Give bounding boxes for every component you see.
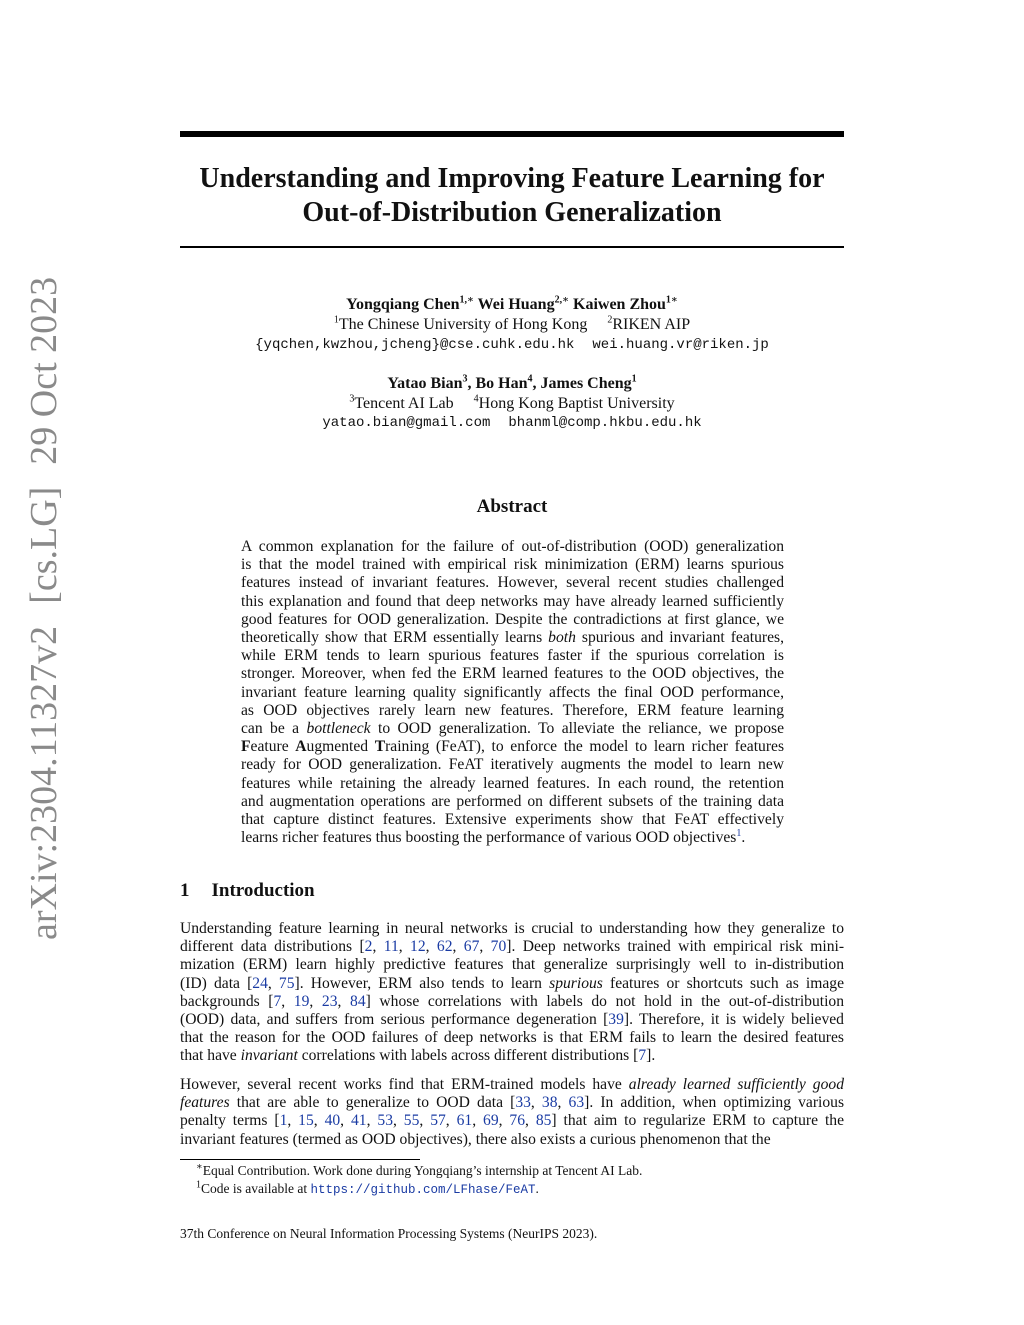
- affiliation-line-2: [180, 394, 844, 414]
- text-line: this explanation and found that deep networks may have already learned sufficiently: [241, 592, 784, 610]
- text-line: ready for OOD generalization. FeAT iteratively augments the model to learn new: [241, 756, 784, 774]
- author-name: James Cheng: [540, 375, 632, 392]
- text-line: features that are able to generalize to OOD data [33, 38, 63]. In addition, when optimizing various: [180, 1094, 845, 1112]
- text-line: penalty terms [1, 15, 40, 41, 53, 55, 57, 61, 69, 76, 85] that aim to regularize ERM to capture the: [180, 1112, 844, 1130]
- text-line: stronger. Moreover, when fed the ERM learned features to the OOD objectives, the: [241, 665, 784, 683]
- venue-footer: 37th Conference on Neural Information Processing Systems (NeurIPS 2023).: [180, 1226, 598, 1241]
- text-line: different data distributions [2, 11, 12, 62, 67, 70]. Deep networks trained with empirical risk mini-: [180, 938, 845, 956]
- text-line: Feature Augmented Training (FeAT), to enforce the model to learn richer features: [241, 738, 785, 756]
- text-line: features while retaining the already learned features. In each round, the retention: [241, 774, 784, 792]
- text-line: backgrounds [7, 19, 23, 84] whose correlations with labels do not hold in the out-of-distribution: [180, 992, 845, 1010]
- text-line: However, several recent works find that ERM-trained models have already learned sufficiently good: [180, 1076, 844, 1093]
- code-link[interactable]: https://github.com/LFhase/FeAT: [310, 1183, 536, 1197]
- paper-title: [180, 162, 844, 230]
- arxiv-id: arXiv:2304.11327v2: [23, 625, 65, 940]
- email-line-1: [180, 335, 844, 355]
- affiliation: $^1$The Chinese University of Hong Kong: [333, 314, 588, 333]
- text-line: while ERM tends to learn spurious features faster if the spurious correlation is: [241, 647, 784, 665]
- text-line: is that the model trained with empirical risk minimization (ERM) learns spurious: [241, 556, 784, 574]
- text-line: Understanding feature learning in neural networks is crucial to understanding how they generalize to: [180, 920, 844, 937]
- text-line: mization (ERM) learn highly predictive features that generalize surprisingly well to in-distribution: [180, 956, 844, 974]
- author-name: Kaiwen Zhou: [573, 296, 666, 313]
- section-number: 1: [180, 880, 190, 901]
- text-line: learns richer features thus boosting the performance of various OOD objectives$^1$.: [241, 828, 746, 847]
- text-line: theoretically show that ERM essentially learns both spurious and invariant features,: [241, 629, 784, 647]
- text-line: A common explanation for the failure of out-of-distribution (OOD) generalization: [241, 538, 784, 555]
- abstract-body: [241, 538, 784, 847]
- author-line-2: Yatao Bian$^3$, Bo Han$^4$, James Cheng$^1$: [387, 373, 637, 392]
- footnote-code: $^1$Code is available at https://github.com/LFhase/FeAT.: [196, 1179, 539, 1197]
- title-top-rule: [180, 131, 844, 137]
- affiliation: $^4$Hong Kong Baptist University: [473, 393, 675, 412]
- arxiv-category: [cs.LG]: [23, 486, 65, 604]
- email: yatao.bian@gmail.com: [322, 415, 491, 431]
- author-name: Yongqiang Chen: [346, 296, 460, 313]
- affiliation-line-1: [180, 315, 844, 335]
- arxiv-sidebar-stamp: [16, 276, 72, 940]
- email-line-2: [180, 413, 844, 433]
- intro-paragraph-1: [180, 920, 844, 1066]
- footnote-rule: [180, 1159, 420, 1160]
- text-line: (OOD) data, and suffers from serious performance degeneration [39]. Therefore, it is widely believed: [180, 1011, 844, 1029]
- text-line: that the reason for the OOD failures of deep networks is that ERM fails to learn the desired features: [180, 1029, 844, 1047]
- email: bhanml@comp.hkbu.edu.hk: [508, 415, 702, 431]
- author-name: Bo Han: [475, 375, 528, 392]
- text-line: (ID) data [24, 75]. However, ERM also tends to learn spurious features or shortcuts such as image: [180, 974, 844, 992]
- section-heading-introduction: [180, 880, 315, 902]
- title-bottom-rule: [180, 246, 844, 248]
- text-line: and augmentation operations are performed on different subsets of the training data: [241, 792, 784, 810]
- text-line: features instead of invariant features. However, several recent studies challenged: [241, 574, 784, 592]
- affiliation: $^3$Tencent AI Lab: [349, 393, 454, 412]
- email: {yqchen,kwzhou,jcheng}@cse.cuhk.edu.hk: [255, 337, 575, 353]
- text-line: that capture distinct features. Extensive experiments show that FeAT effectively: [241, 811, 784, 829]
- text-line: can be a bottleneck to OOD generalization. To alleviate the reliance, we propose: [241, 720, 784, 738]
- text-line: invariant features (termed as OOD objectives), there also exists a curious phenomenon that the: [180, 1130, 771, 1148]
- intro-paragraph-2: [180, 1076, 844, 1149]
- author-name: Yatao Bian: [387, 375, 463, 392]
- author-name: Wei Huang: [477, 296, 555, 313]
- email: wei.huang.vr@riken.jp: [592, 337, 769, 353]
- title-line-2: Out-of-Distribution Generalization: [302, 197, 722, 228]
- footnote-equal-contribution: ∗Equal Contribution. Work done during Yongqiang’s internship at Tencent AI Lab.: [196, 1161, 643, 1178]
- text-line: as OOD objectives rarely learn new features. Therefore, ERM feature learning: [241, 701, 784, 719]
- footnotes: [196, 1162, 642, 1199]
- affiliation: $^2$RIKEN AIP: [607, 314, 691, 333]
- arxiv-date: 29 Oct 2023: [23, 276, 65, 465]
- author-line-1: Yongqiang Chen$^{1,∗}$ Wei Huang$^{2,∗}$ Kaiwen Zhou$^{1∗}$: [346, 294, 678, 313]
- text-line: good features for OOD generalization. Despite the contradictions at first glance, we: [241, 610, 784, 628]
- text-line: that have invariant correlations with labels across different distributions [7].: [180, 1047, 656, 1065]
- abstract-heading: Abstract: [476, 496, 548, 517]
- title-line-1: Understanding and Improving Feature Learning for: [199, 163, 825, 194]
- text-line: invariant feature learning quality significantly affects the final OOD performance,: [241, 683, 784, 701]
- section-title: Introduction: [211, 880, 315, 901]
